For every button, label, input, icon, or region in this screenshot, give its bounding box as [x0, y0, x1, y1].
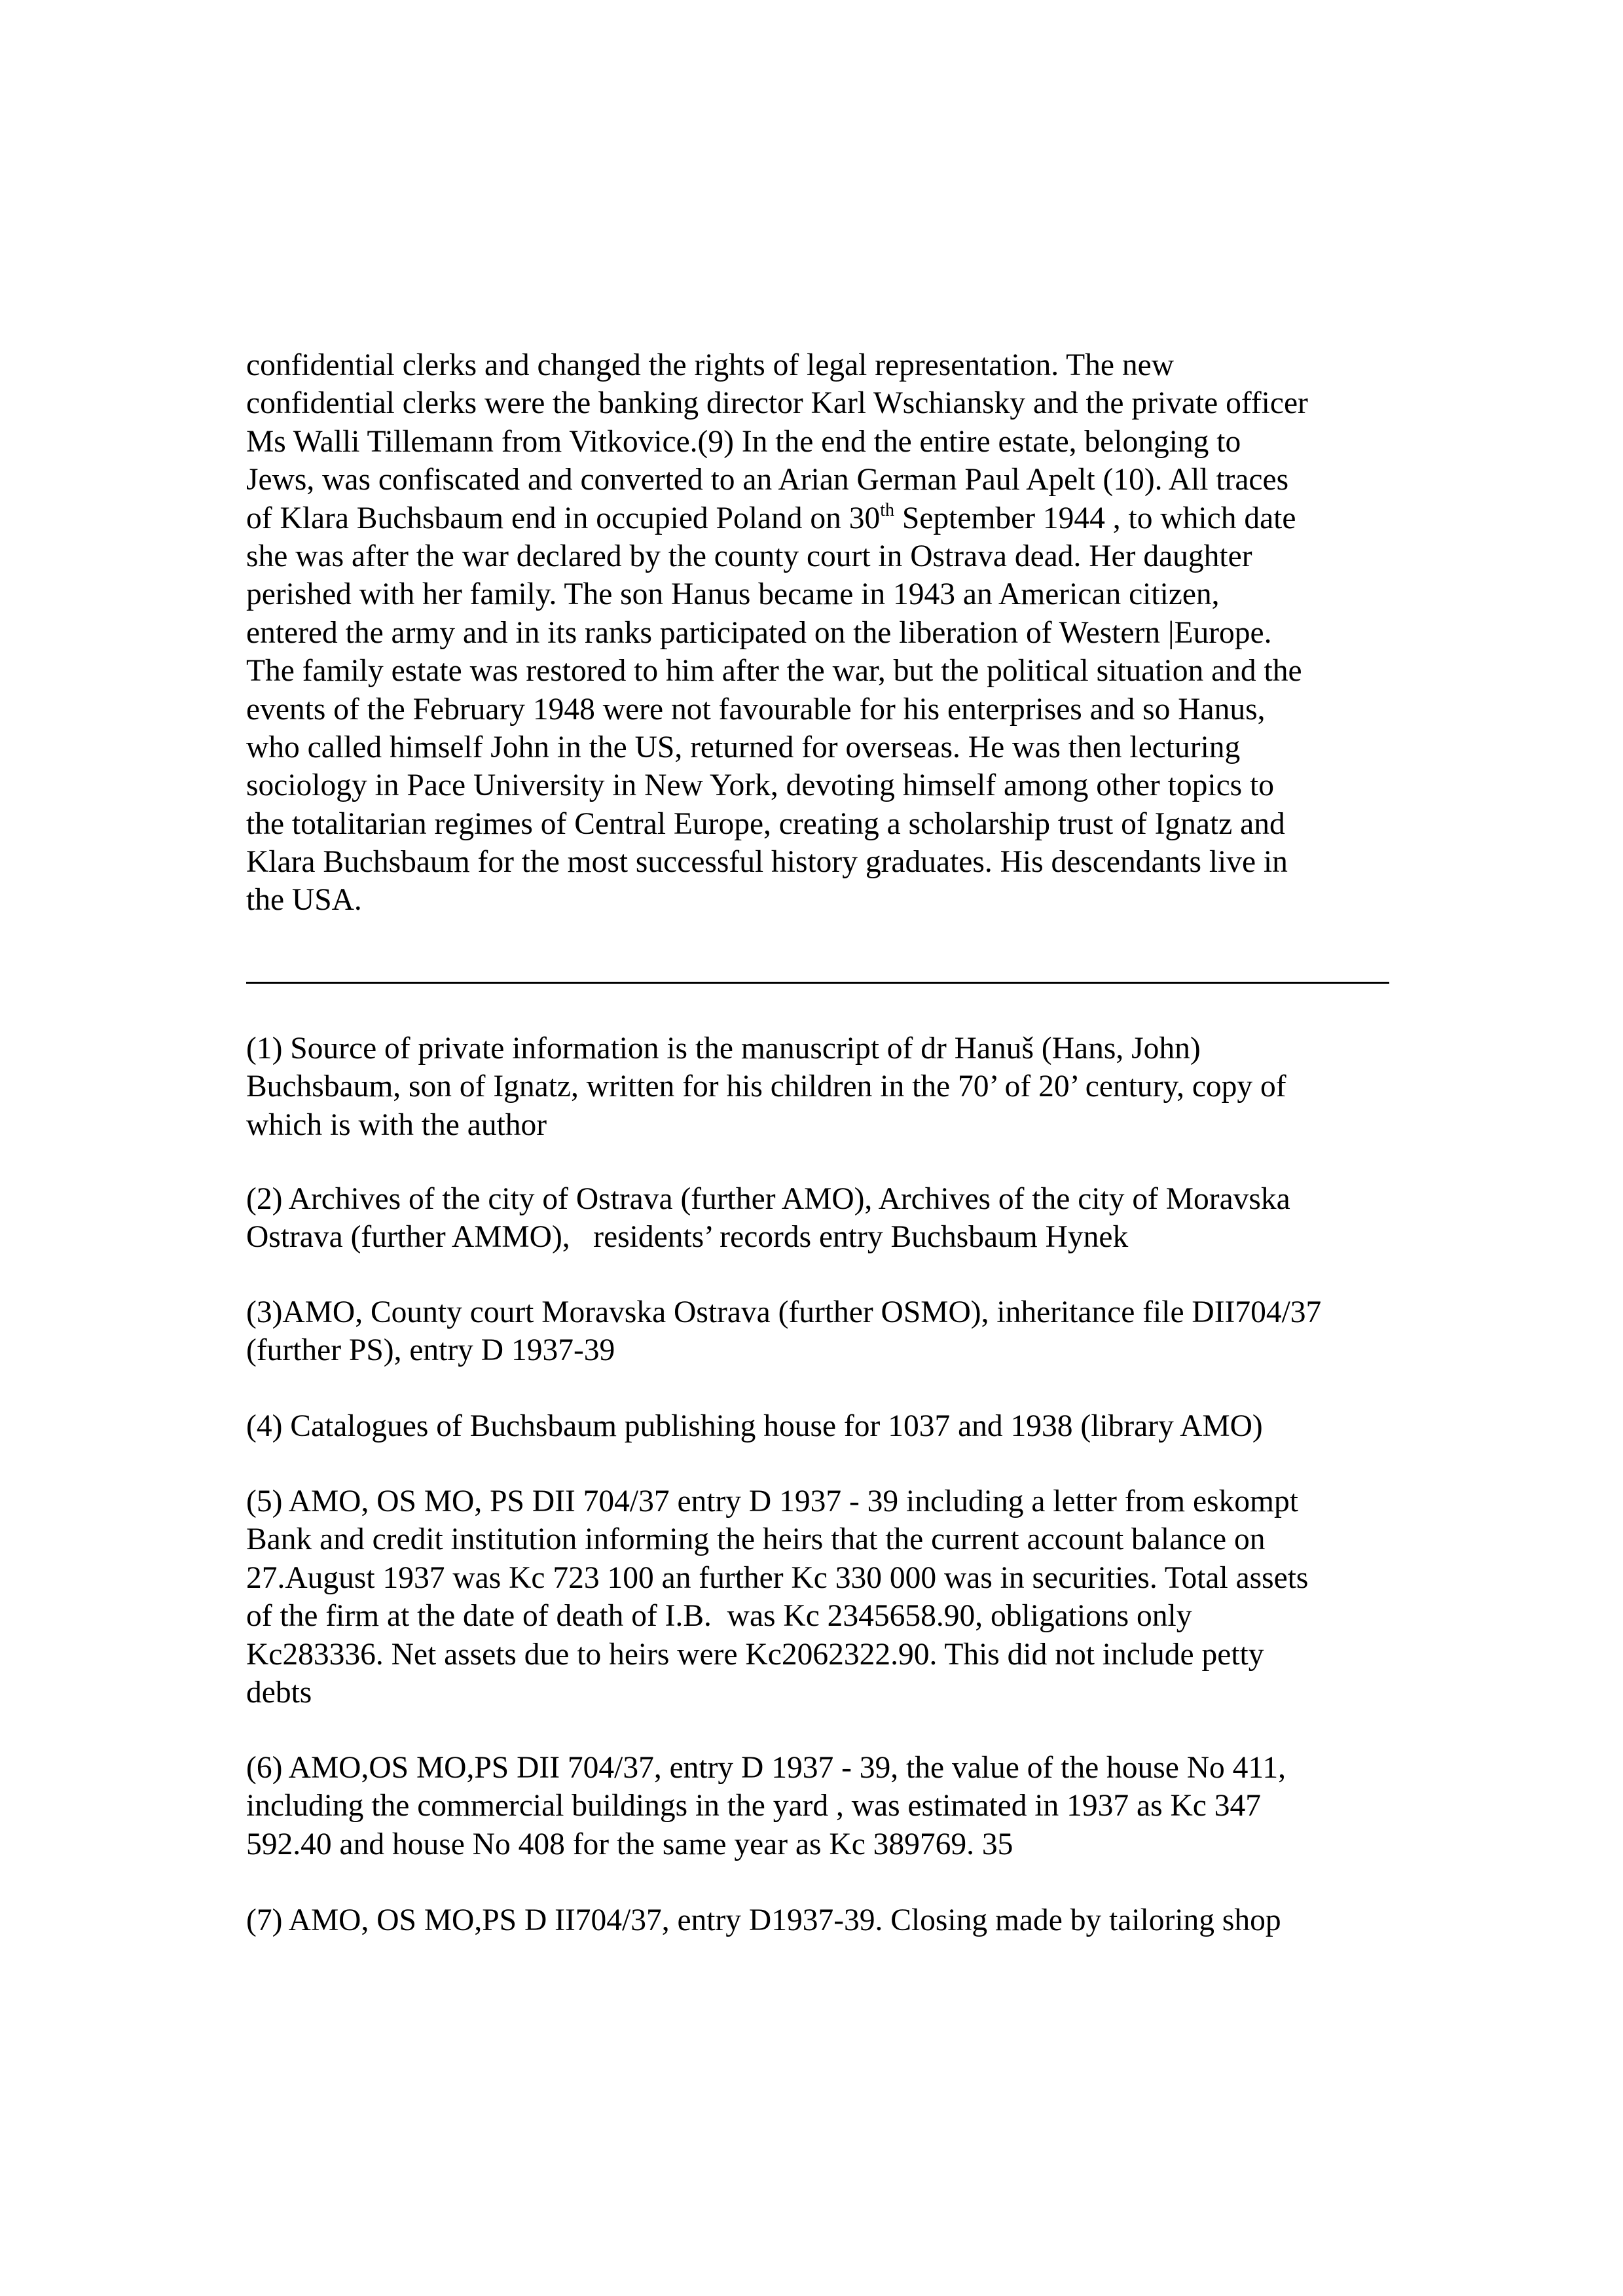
footnote-line: Kc283336. Net assets due to heirs were Kc2062322.90. This did not include petty	[246, 1637, 1264, 1672]
footnote-line: debts	[246, 1675, 312, 1710]
footnote-4	[246, 1407, 1392, 1445]
paragraph-line: confidential clerks were the banking director Karl Wschiansky and the private officer	[246, 386, 1308, 421]
footnote-line: (4) Catalogues of Buchsbaum publishing house for 1037 and 1938 (library AMO)	[246, 1409, 1263, 1443]
paragraph-line: the USA.	[246, 883, 362, 918]
paragraph-line: who called himself John in the US, returned for overseas. He was then lecturing	[246, 730, 1241, 764]
footnote-line: including the commercial buildings in the yard , was estimated in 1937 as Kc 347	[246, 1789, 1262, 1823]
paragraph-line	[246, 499, 1392, 537]
footnote-3	[246, 1293, 1392, 1370]
footnote-line: Buchsbaum, son of Ignatz, written for his children in the 70’ of 20’ century, copy of	[246, 1069, 1286, 1104]
paragraph-line: events of the February 1948 were not favourable for his enterprises and so Hanus,	[246, 692, 1266, 726]
footnote-line: Bank and credit institution informing the heirs that the current account balance on	[246, 1522, 1266, 1557]
footnote-line: Ostrava (further AMMO), residents’ records entry Buchsbaum Hynek	[246, 1220, 1129, 1255]
footnote-separator	[246, 982, 1389, 984]
body-paragraph	[246, 346, 1392, 920]
footnote-line: 27.August 1937 was Kc 723 100 an further Kc 330 000 was in securities. Total assets	[246, 1560, 1309, 1595]
paragraph-line: perished with her family. The son Hanus became in 1943 an American citizen,	[246, 577, 1220, 612]
paragraph-line-text: September 1944 , to which date	[894, 501, 1296, 535]
paragraph-line: sociology in Pace University in New York, devoting himself among other topics to	[246, 768, 1274, 803]
footnote-6	[246, 1749, 1392, 1863]
footnote-line: of the firm at the date of death of I.B. was Kc 2345658.90, obligations only	[246, 1599, 1192, 1634]
paragraph-line: confidential clerks and changed the rights of legal representation. The new	[246, 348, 1174, 382]
paragraph-line-text: of Klara Buchsbaum end in occupied Poland on 30	[246, 501, 881, 535]
paragraph-line: the totalitarian regimes of Central Europe, creating a scholarship trust of Ignatz and	[246, 806, 1285, 841]
footnote-line: (1) Source of private information is the manuscript of dr Hanuš (Hans, John)	[246, 1031, 1201, 1066]
paragraph-line: Ms Walli Tillemann from Vitkovice.(9) In the end the entire estate, belonging to	[246, 424, 1241, 459]
footnote-line: (2) Archives of the city of Ostrava (further AMO), Archives of the city of Moravska	[246, 1182, 1290, 1216]
footnote-line: 592.40 and house No 408 for the same year as Kc 389769. 35	[246, 1827, 1013, 1861]
footnote-2	[246, 1180, 1392, 1257]
footnote-1	[246, 1030, 1392, 1144]
footnote-line: which is with the author	[246, 1107, 547, 1142]
paragraph-line: Jews, was confiscated and converted to an Arian German Paul Apelt (10). All traces	[246, 463, 1289, 497]
footnote-5	[246, 1482, 1392, 1712]
paragraph-line: entered the army and in its ranks participated on the liberation of Western |Europe.	[246, 615, 1272, 650]
paragraph-line: she was after the war declared by the county court in Ostrava dead. Her daughter	[246, 539, 1252, 573]
ordinal-suffix: th	[880, 499, 895, 520]
footnote-line: (7) AMO, OS MO,PS D II704/37, entry D1937-39. Closing made by tailoring shop	[246, 1903, 1281, 1937]
footnote-line: (5) AMO, OS MO, PS DII 704/37 entry D 1937 - 39 including a letter from eskompt	[246, 1484, 1298, 1518]
footnote-7	[246, 1901, 1392, 1939]
paragraph-line: The family estate was restored to him after the war, but the political situation and the	[246, 654, 1302, 689]
footnote-line: (further PS), entry D 1937-39	[246, 1333, 615, 1368]
footnote-line: (3)AMO, County court Moravska Ostrava (further OSMO), inheritance file DII704/37	[246, 1295, 1322, 1329]
paragraph-line: Klara Buchsbaum for the most successful history graduates. His descendants live in	[246, 845, 1288, 880]
footnote-line: (6) AMO,OS MO,PS DII 704/37, entry D 1937 - 39, the value of the house No 411,	[246, 1751, 1286, 1785]
